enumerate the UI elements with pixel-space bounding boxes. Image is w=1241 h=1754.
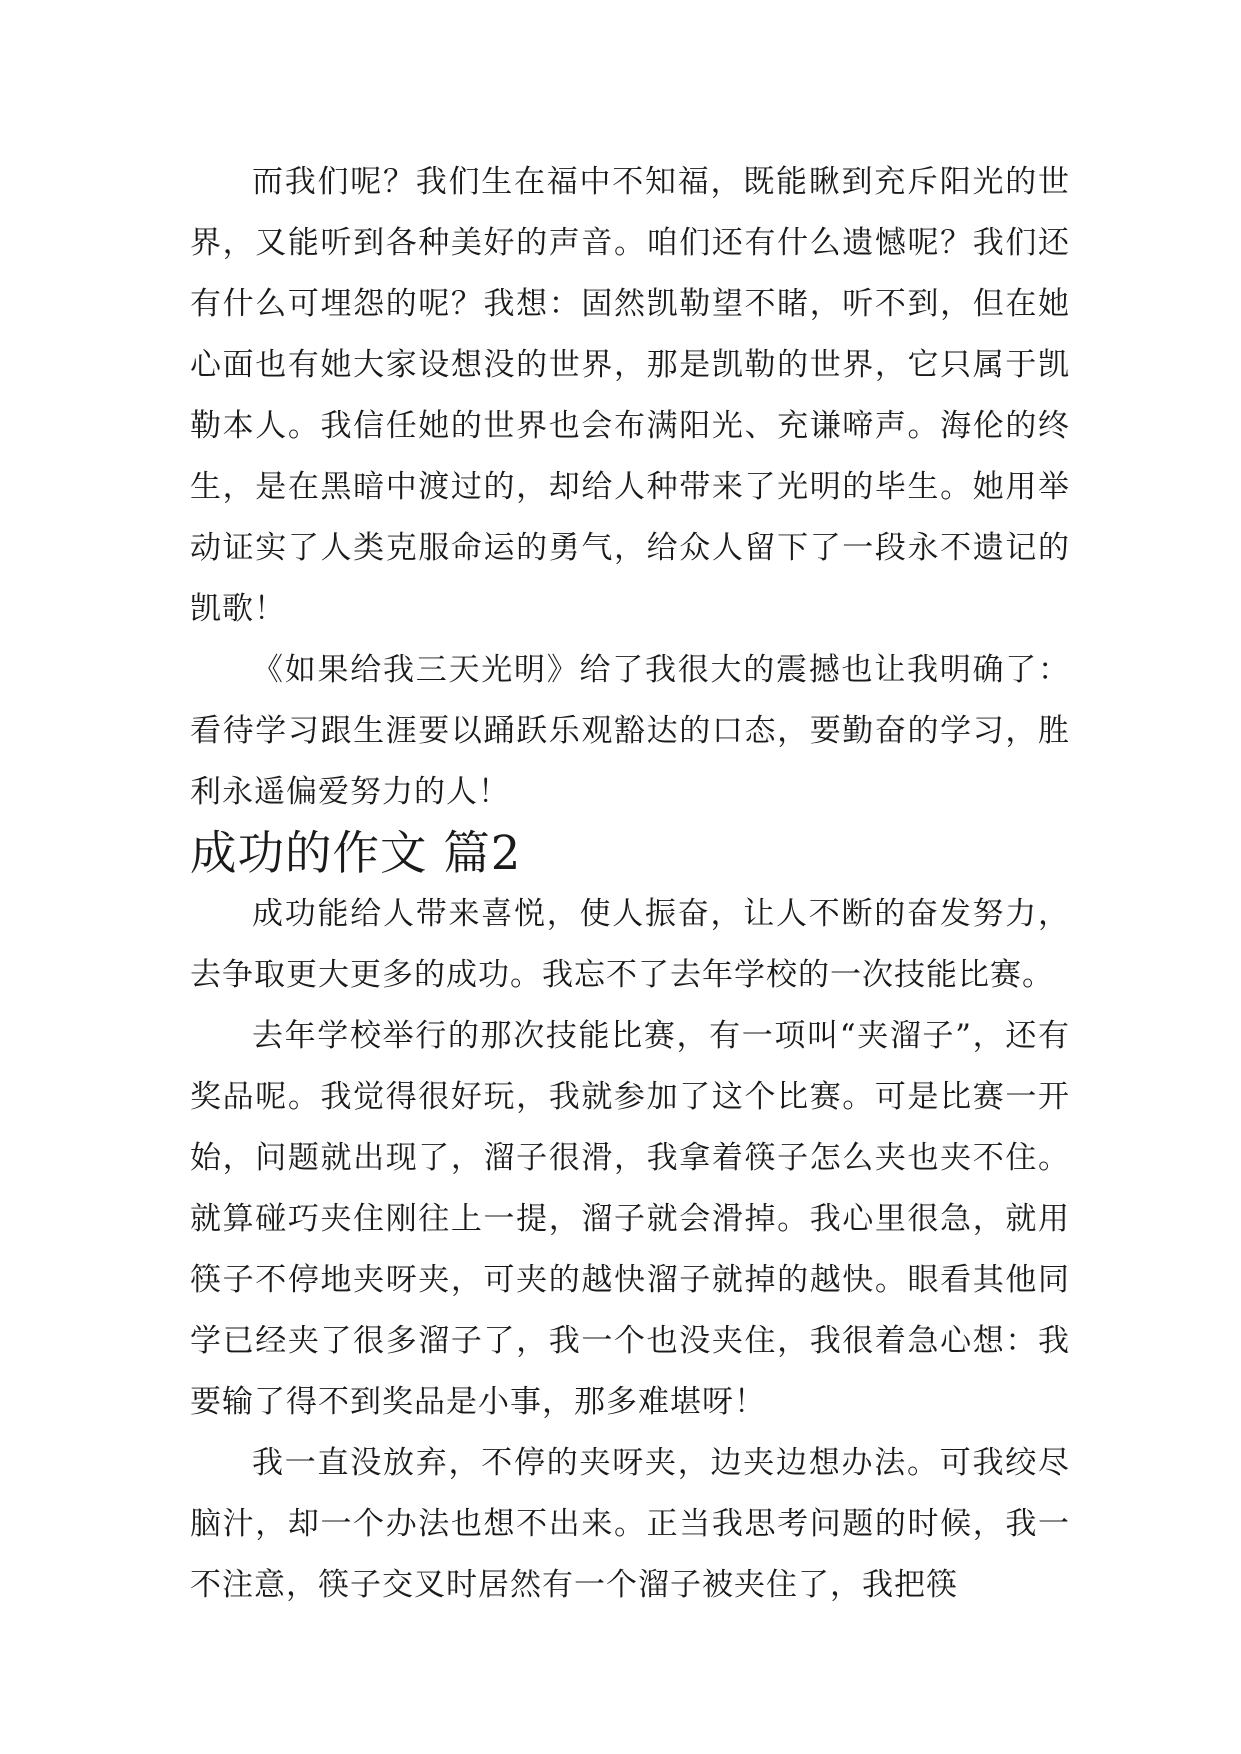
paragraph-book-reflection: 《如果给我三天光明》给了我很大的震撼也让我明确了：看待学习跟生涯要以踊跃乐观豁达的口态，要勤奋的学习，胜利永遥偏爱努力的人！ [190, 652, 1070, 810]
paragraph-competition-story: 去年学校举行的那次技能比赛，有一项叫“夹溜子”，还有奖品呢。我觉得很好玩，我就参加了这个比赛。可是比赛一开始，问题就出现了，溜子很滑，我拿着筷子怎么夹也夹不住。就算碰巧夹住刚往上一提，溜子就会滑掉。我心里很急，就用筷子不停地夹呀夹，可夹的越快溜子就掉的越快。眼看其他同学已经夹了很多溜子了，我一个也没夹住，我很着急心想：我要输了得不到奖品是小事，那多难堪呀！ [190, 1018, 1070, 1420]
document-body [190, 152, 1070, 1616]
paragraph-success-intro: 成功能给人带来喜悦，使人振奋，让人不断的奋发努力，去争取更大更多的成功。我忘不了去年学校的一次技能比赛。 [190, 896, 1070, 993]
section-heading: 成功的作文 篇2 [190, 826, 522, 880]
paragraph-perseverance: 我一直没放弃，不停的夹呀夹，边夹边想办法。可我绞尽脑汁，却一个办法也想不出来。正当我思考问题的时候，我一不注意，筷子交叉时居然有一个溜子被夹住了，我把筷 [190, 1445, 1070, 1603]
paragraph-helen-keller-world: 而我们呢？我们生在福中不知福，既能瞅到充斥阳光的世界，又能听到各种美好的声音。咱们还有什么遗憾呢？我们还有什么可埋怨的呢？我想：固然凯勒望不睹，听不到，但在她心面也有她大家设想没的世界，那是凯勒的世界，它只属于凯勒本人。我信任她的世界也会布满阳光、充谦啼声。海伦的终生，是在黑暗中渡过的，却给人种带来了光明的毕生。她用举动证实了人类克服命运的勇气，给众人留下了一段永不遗记的凯歌！ [190, 164, 1070, 627]
